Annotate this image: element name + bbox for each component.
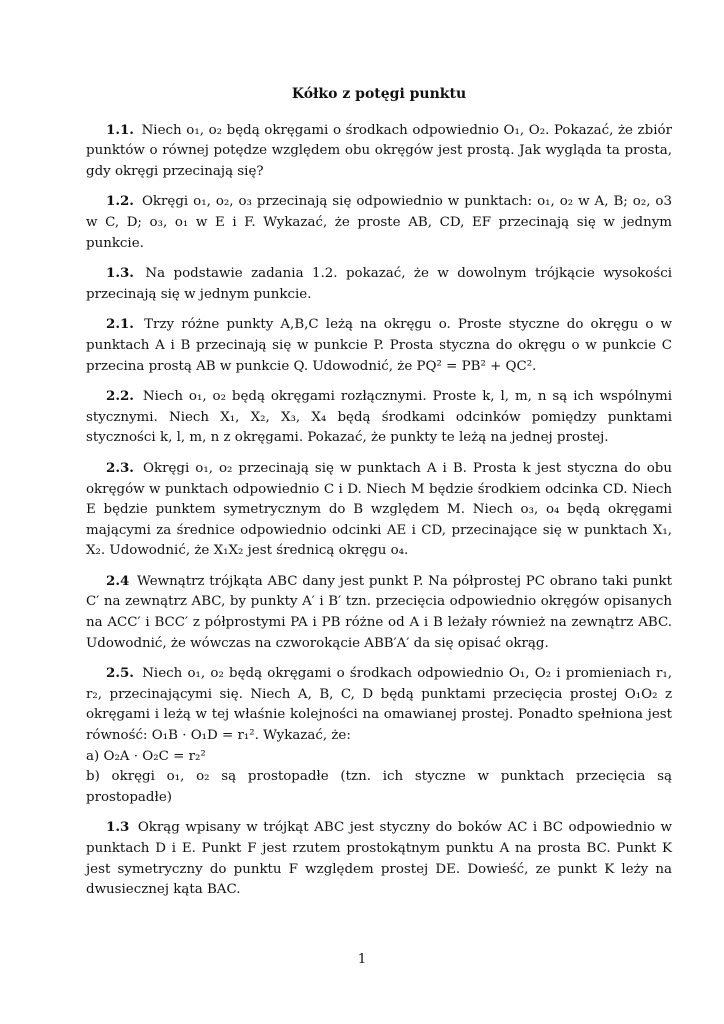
problem-text: Okrąg wpisany w trójkąt ABC jest styczny do boków AC i BC odpowiednio w punktach D i E. Punkt F jest rzutem prostokątnym punktu A na prosta BC. Punkt K jest symetryczny do punktu F względem prostej DE. Dowieść, ze punkt K leży na dwusiecznej kąta BAC. (86, 820, 673, 898)
problem-2-4 (86, 571, 672, 654)
problem-text: Na podstawie zadania 1.2. pokazać, że w dowolnym trójkącie wysokości przecinają się w jednym punkcie. (86, 266, 672, 302)
problem-1-1 (86, 120, 672, 183)
page-number: 1 (357, 952, 367, 967)
problem-text: Wewnątrz trójkąta ABC dany jest punkt P. Na półprostej PC obrano taki punkt C′ na zewnątrz ABC, by punkty A′ i B′ tzn. przecięcia odpowiednio okręgów opisanych na ACC′ i BCC′ z półprostymi PA i PB różne od A i B leżały również na zewnątrz ABC. Udowodnić, że wówczas na czworokącie ABB′A′ da się opisać okrąg. (86, 573, 672, 651)
problem-number: 1.3. (106, 265, 134, 282)
problem-number: 2.2. (106, 388, 134, 405)
problem-text: Okręgi o₁, o₂, o₃ przecinają się odpowiednio w punktach: o₁, o₂ w A, B; o₂, o3 w C, D; o₃, o₁ w E i F. Wykazać, że proste AB, CD, EF przecinają się w jednym punkcie. (86, 194, 672, 251)
problem-2-2 (86, 386, 672, 449)
problem-text: Niech o₁, o₂ będą okręgami o środkach odpowiednio O₁, O₂ i promieniach r₁, r₂, przecinającymi się. Niech A, B, C, D będą punktami przecięcia prostej O₁O₂ z okręgami i leżą w tej właśnie kolejności na omawianej prostej. Ponadto spełniona jest równość: O₁B · O₁D = r₁². Wykazać, że: (86, 666, 672, 744)
problem-1-2 (86, 191, 672, 254)
problem-text: Niech o₁, o₂ będą okręgami o środkach odpowiednio O₁, O₂. Pokazać, że zbiór punktów o równej potędze względem obu okręgów jest prostą. Jak wygląda ta prosta, gdy okręgi przecinają się? (86, 122, 672, 179)
problem-number: 2.3. (106, 459, 134, 476)
document-title: Kółko z potęgi punktu (291, 86, 467, 102)
problem-text: Niech o₁, o₂ będą okręgami rozłącznymi. Proste k, l, m, n są ich wspólnymi stycznymi. Niech X₁, X₂, X₃, X₄ będą środkami odcinków pomiędzy punktami styczności k, l, m, n z okręgami. Pokazać, że punkty te leżą na jednej prostej. (86, 389, 672, 446)
problem-2-1 (86, 314, 672, 377)
problem-number: 2.1. (106, 316, 134, 333)
problem-2-3 (86, 458, 672, 562)
problem-number: 2.5. (106, 665, 134, 682)
problem-text: Trzy różne punkty A,B,C leżą na okręgu o. Proste styczne do okręgu o w punktach A i B przecinają się w punkcie P. Prosta styczna do okręgu o w punkcie C przecina prostą AB w punkcie Q. Udowodnić, że PQ² = PB² + QC². (86, 317, 672, 374)
problem-text: Okręgi o₁, o₂ przecinają się w punktach A i B. Prosta k jest styczna do obu okręgów w punktach odpowiednio C i D. Niech M będzie środkiem odcinka CD. Niech E będzie punktem symetrycznym do B względem M. Niech o₃, o₄ będą okręgami mającymi za średnice odpowiednio odcinki AE i CD, przecinające się w punktach X₁, X₂. Udowodnić, że X₁X₂ jest średnicą okręgu o₄. (86, 460, 672, 559)
problem-2-5 (86, 663, 672, 808)
problem-1-3-second (86, 817, 672, 900)
problem-item-b: b) okręgi o₁, o₂ są prostopadłe (tzn. ich styczne w punktach przecięcia są prostopadłe) (86, 769, 672, 805)
problem-number: 1.2. (106, 193, 134, 210)
problem-1-3 (86, 263, 672, 305)
problem-number: 1.1. (106, 121, 134, 138)
problem-item-a: a) O₂A · O₂C = r₂² (86, 748, 206, 764)
document-page (86, 84, 672, 910)
problem-number: 2.4 (106, 572, 130, 589)
problem-number: 1.3 (106, 819, 130, 836)
